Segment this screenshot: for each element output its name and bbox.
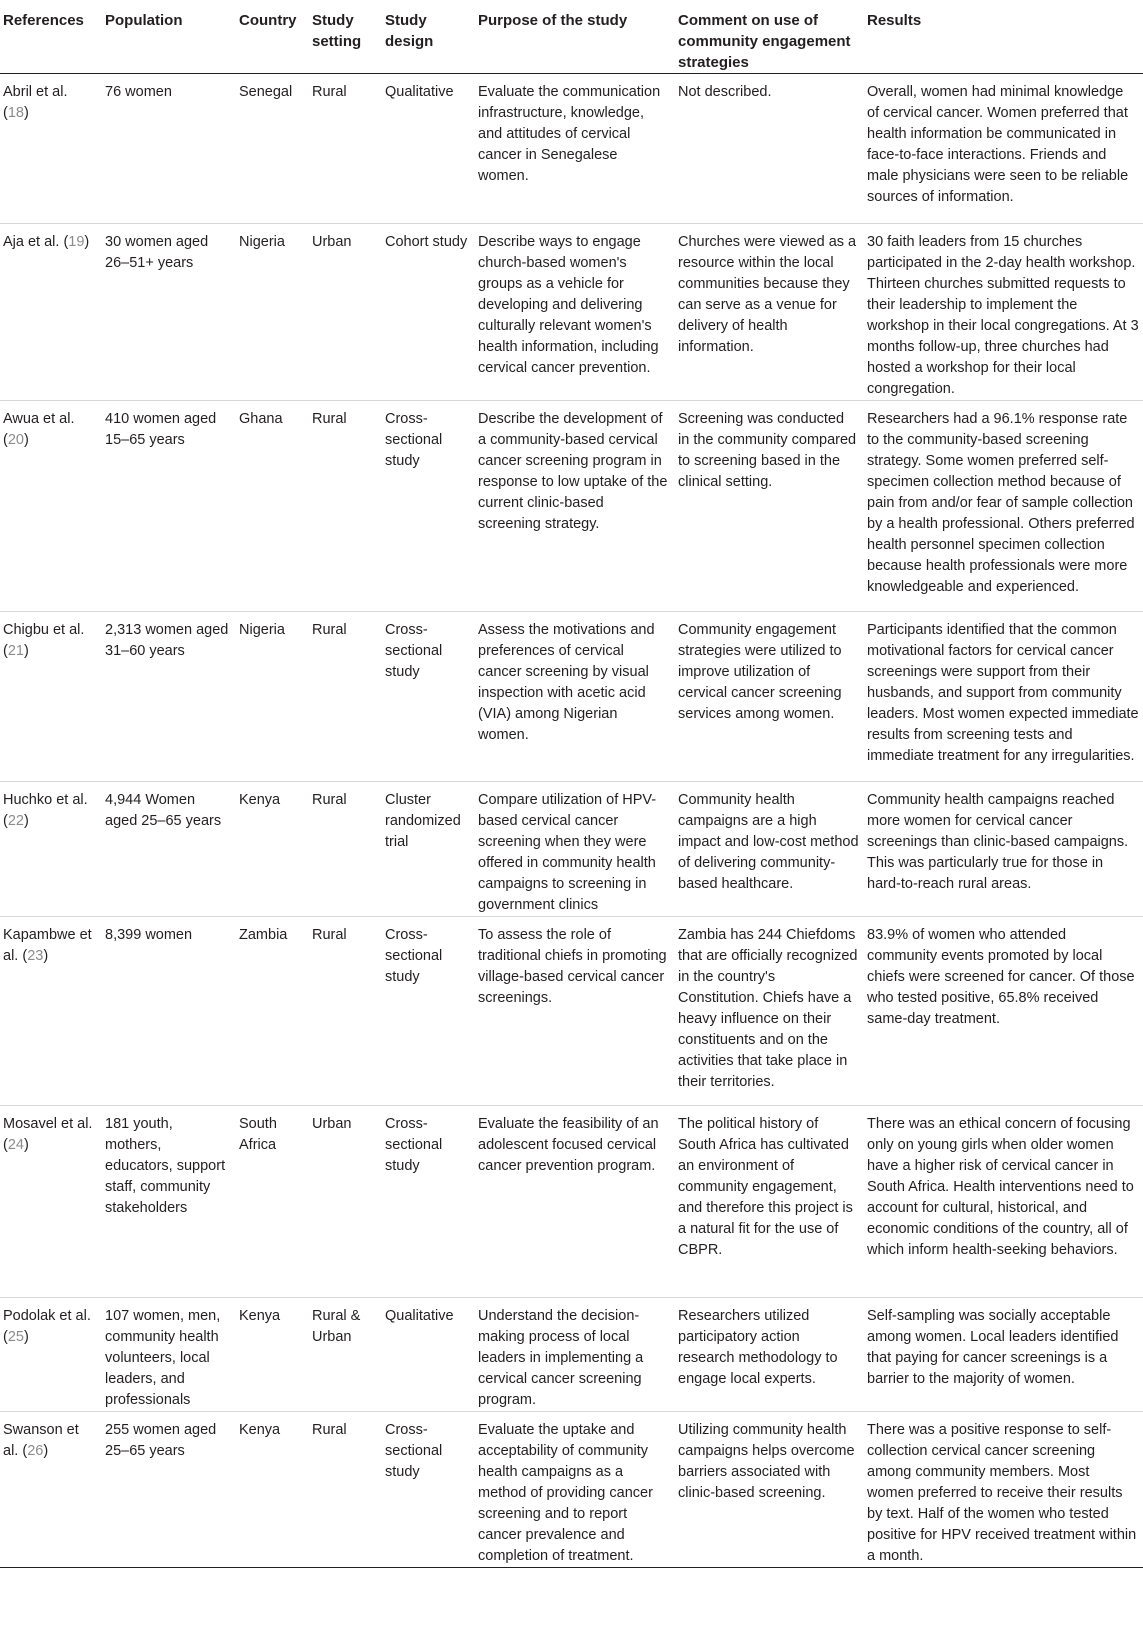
reference-link[interactable]: 26 [27,1443,44,1459]
reference-link[interactable]: 20 [7,432,24,448]
reference-author: Abril et al. [3,84,68,100]
cell-purpose: Evaluate the communication infrastructure, knowledge, and attitudes of cervical cancer in Senegalese women. [478,84,661,184]
cell-population: 107 women, men, community health volunteers, local leaders, and professionals [101,1298,235,1412]
cell-results: Community health campaigns reached more women for cervical cancer screenings than clinic-based campaigns. This was particularly true for those in hard-to-reach rural areas. [863,782,1143,917]
cell-reference: Awua et al. (20) [0,401,101,612]
table-body [0,74,1143,1568]
cell-reference: Chigbu et al. (21) [0,612,101,782]
header-country: Country [235,0,308,74]
cell-population: 410 women aged 15–65 years [101,401,235,612]
table-row [0,224,1143,401]
reference-author: Kapambwe et al. [3,927,92,964]
cell-setting: Urban [308,1106,381,1298]
table-row [0,782,1143,917]
cell-design: Cross-sectional study [381,917,474,1106]
cell-comment: Community health campaigns are a high impact and low-cost method of delivering community-based healthcare. [674,782,863,917]
reference-link[interactable]: 22 [7,813,24,829]
reference-link[interactable]: 19 [68,234,85,250]
cell-design: Cross-sectional study [381,1106,474,1298]
cell-results: Self-sampling was socially acceptable among women. Local leaders identified that paying for cancer screenings is a barrier to the majority of women. [863,1298,1143,1412]
cell-comment: Zambia has 244 Chiefdoms that are officially recognized in the country's Constitution. Chiefs have a heavy influence on their constituents and on the activities that take place in their territories. [674,917,863,1106]
cell-country: South Africa [235,1106,308,1298]
cell-results: Researchers had a 96.1% response rate to the community-based screening strategy. Some women preferred self-specimen collection method because of pain from and/or fear of sample collection by a health professional. Others preferred health personnel specimen collection because health professionals were more knowledgeable and experienced. [863,401,1143,612]
header-results: Results [863,0,1143,74]
cell-results: There was an ethical concern of focusing only on young girls when older women have a higher risk of cervical cancer in South Africa. Health interventions need to account for cultural, historical, and economic conditions of the country, all of which inform health-seeking behaviors. [863,1106,1143,1298]
cell-population: 8,399 women [101,917,235,1106]
cell-purpose: Evaluate the uptake and acceptability of community health campaigns as a method of providing cancer screening and to report cancer prevalence and completion of treatment. [474,1412,674,1568]
reference-link[interactable]: 25 [7,1329,24,1345]
cell-reference: Abril et al. (18) [3,84,68,121]
reference-author: Huchko et al. [3,792,88,808]
reference-author: Aja et al. [3,234,60,250]
header-study-setting: Study setting [308,0,381,74]
cell-country: Nigeria [235,224,308,401]
cell-comment: Utilizing community health campaigns helps overcome barriers associated with clinic-based screening. [674,1412,863,1568]
cell-setting: Rural [308,917,381,1106]
reference-author: Mosavel et al. [3,1116,93,1132]
header-comment: Comment on use of community engagement strategies [674,0,863,74]
cell-country: Kenya [235,1412,308,1568]
cell-country: Ghana [235,401,308,612]
cell-country: Kenya [235,782,308,917]
cell-setting: Rural [308,1412,381,1568]
cell-design: Cross-sectional study [381,1412,474,1568]
cell-results: 30 faith leaders from 15 churches participated in the 2-day health workshop. Thirteen churches submitted requests to their leadership to implement the workshop in their local congregations. At 3 months follow-up, three churches had hosted a workshop for their local congregation. [863,224,1143,401]
cell-setting: Rural [312,84,347,100]
cell-results: Overall, women had minimal knowledge of cervical cancer. Women preferred that health information be communicated in face-to-face interactions. Friends and male physicians were seen to be reliable sources of information. [867,84,1129,205]
header-study-design: Study design [381,0,474,74]
header-population: Population [101,0,235,74]
cell-purpose: Describe the development of a community-based cervical cancer screening program in response to low uptake of the current clinic-based screening strategy. [474,401,674,612]
cell-comment: Researchers utilized participatory action research methodology to engage local experts. [674,1298,863,1412]
table-row [0,917,1143,1106]
table-row [0,1412,1143,1568]
cell-reference: Aja et al. (19) [0,224,101,401]
cell-design: Cluster randomized trial [381,782,474,917]
cell-comment: Not described. [678,84,772,100]
cell-setting: Rural [308,401,381,612]
cell-population: 181 youth, mothers, educators, support staff, community stakeholders [101,1106,235,1298]
header-references: References [0,0,101,74]
header-purpose: Purpose of the study [474,0,674,74]
cell-design: Qualitative [381,1298,474,1412]
cell-results: Participants identified that the common motivational factors for cervical cancer screenings were support from their husbands, and support from community leaders. Most women expected immediate results from screening tests and immediate treatment for any irregularities. [863,612,1143,782]
cell-population: 30 women aged 26–51+ years [101,224,235,401]
cell-setting: Rural [308,612,381,782]
cell-country: Zambia [235,917,308,1106]
cell-setting: Urban [308,224,381,401]
cell-purpose: Describe ways to engage church-based women's groups as a vehicle for developing and delivering culturally relevant women's health information, including cervical cancer prevention. [474,224,674,401]
cell-population: 4,944 Women aged 25–65 years [101,782,235,917]
table-row [0,401,1143,612]
cell-purpose: Understand the decision-making process of local leaders in implementing a cervical cancer screening program. [474,1298,674,1412]
cell-purpose: Assess the motivations and preferences of cervical cancer screening by visual inspection with acetic acid (VIA) among Nigerian women. [474,612,674,782]
cell-purpose: Evaluate the feasibility of an adolescent focused cervical cancer prevention program. [474,1106,674,1298]
header-row [0,0,1143,74]
reference-author: Awua et al. [3,411,75,427]
cell-comment: The political history of South Africa has cultivated an environment of community engagement, and therefore this project is a natural fit for the use of CBPR. [674,1106,863,1298]
cell-country: Kenya [235,1298,308,1412]
table-header [0,0,1143,74]
cell-purpose: To assess the role of traditional chiefs in promoting village-based cervical cancer screenings. [474,917,674,1106]
cell-design: Cohort study [381,224,474,401]
table-row [0,612,1143,782]
reference-link[interactable]: 18 [7,105,24,121]
cell-setting: Rural [308,782,381,917]
cell-reference: Mosavel et al. (24) [0,1106,101,1298]
cell-purpose: Compare utilization of HPV-based cervical cancer screening when they were offered in community health campaigns to screening in government clinics [474,782,674,917]
cell-comment: Screening was conducted in the community compared to screening based in the clinical setting. [674,401,863,612]
cell-design: Cross-sectional study [381,612,474,782]
cell-country: Senegal [239,84,293,100]
cell-results: There was a positive response to self-collection cervical cancer screening among community members. Most women preferred to receive their results by text. Half of the women who tested positive for HPV received treatment within a month. [863,1412,1143,1568]
cell-population: 2,313 women aged 31–60 years [101,612,235,782]
cell-reference: Huchko et al. (22) [0,782,101,917]
table-row [0,1106,1143,1298]
cell-population: 255 women aged 25–65 years [101,1412,235,1568]
cell-reference: Podolak et al. (25) [0,1298,101,1412]
cell-population: 76 women [105,84,172,100]
cell-comment: Community engagement strategies were utilized to improve utilization of cervical cancer screening services among women. [674,612,863,782]
cell-reference: Swanson et al. (26) [0,1412,101,1568]
reference-author: Swanson et al. [3,1422,79,1459]
cell-comment: Churches were viewed as a resource within the local communities because they can serve as a venue for delivery of health information. [674,224,863,401]
cell-country: Nigeria [235,612,308,782]
table-row [0,74,1143,224]
cell-results: 83.9% of women who attended community events promoted by local chiefs were screened for cancer. Of those who tested positive, 65.8% received same-day treatment. [863,917,1143,1106]
cell-reference: Kapambwe et al. (23) [0,917,101,1106]
cell-setting: Rural & Urban [308,1298,381,1412]
reference-link[interactable]: 21 [7,643,24,659]
reference-link[interactable]: 24 [7,1137,24,1153]
cell-design: Cross-sectional study [381,401,474,612]
table-row [0,1298,1143,1412]
reference-link[interactable]: 23 [27,948,44,964]
reference-author: Chigbu et al. [3,622,85,638]
cell-design: Qualitative [385,84,454,100]
reference-author: Podolak et al. [3,1308,91,1324]
